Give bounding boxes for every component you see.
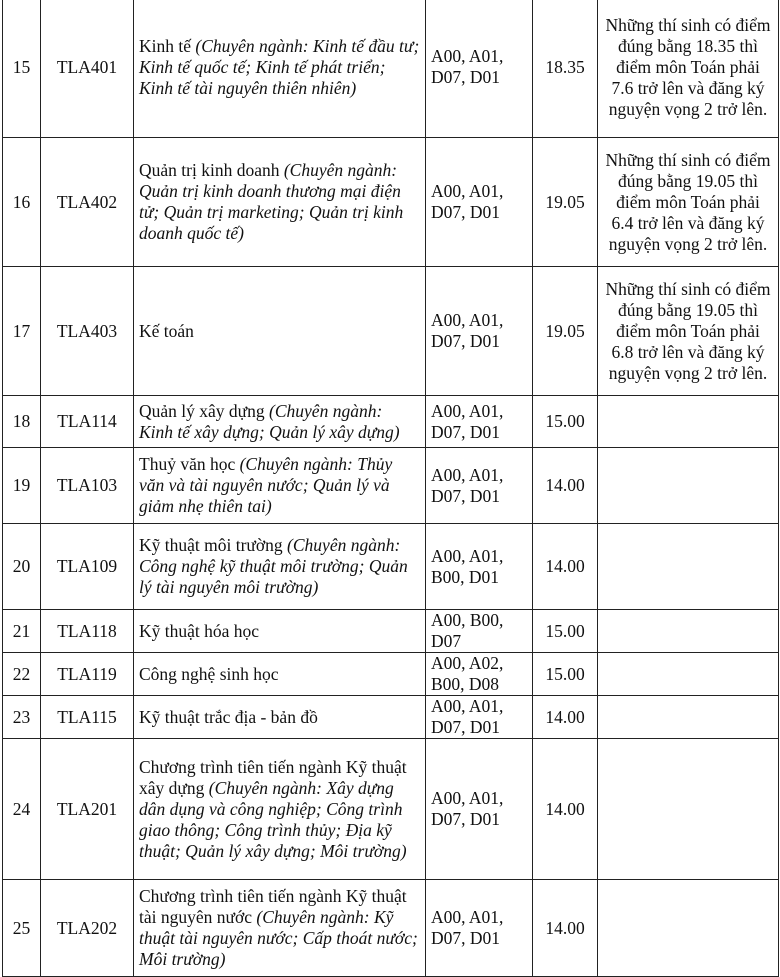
subject-combinations: A00, A01, D07, D01 xyxy=(426,396,533,448)
row-number: 22 xyxy=(3,653,41,696)
major-name: Kỹ thuật trắc địa - bản đồ xyxy=(139,706,318,727)
cutoff-score: 15.00 xyxy=(533,653,598,696)
table-row xyxy=(3,138,779,267)
table-row xyxy=(3,524,779,610)
major-name-cell xyxy=(134,696,426,739)
note: Những thí sinh có điểm đúng bằng 19.05 thì điểm môn Toán phải 6.8 trở lên và đăng ký nguyện vọng 2 trở lên. xyxy=(598,267,779,396)
table-row xyxy=(3,653,779,696)
row-number: 16 xyxy=(3,138,41,267)
major-name-cell xyxy=(134,138,426,267)
cutoff-score: 19.05 xyxy=(533,267,598,396)
subject-combinations: A00, A02, B00, D08 xyxy=(426,653,533,696)
row-number: 21 xyxy=(3,610,41,653)
major-name: Công nghệ sinh học xyxy=(139,663,279,684)
table-row xyxy=(3,739,779,880)
row-number: 23 xyxy=(3,696,41,739)
major-name-cell xyxy=(134,524,426,610)
major-name: Chương trình tiên tiến ngành Kỹ thuật xây dựng xyxy=(139,756,407,798)
subject-combinations: A00, A01, D07, D01 xyxy=(426,880,533,977)
major-name-cell xyxy=(134,610,426,653)
major-code: TLA401 xyxy=(41,0,134,138)
cutoff-score: 15.00 xyxy=(533,610,598,653)
major-code: TLA103 xyxy=(41,448,134,524)
subject-combinations: A00, A01, D07, D01 xyxy=(426,267,533,396)
major-name: Quản lý xây dựng xyxy=(139,400,270,421)
cutoff-score: 14.00 xyxy=(533,696,598,739)
table-row xyxy=(3,267,779,396)
major-specializations: (Chuyên ngành: Kinh tế đầu tư; Kinh tế quốc tế; Kinh tế phát triển; Kinh tế tài nguyên thiên nhiên) xyxy=(139,35,420,98)
table-body xyxy=(3,0,779,977)
major-specializations: (Chuyên ngành: Quản trị kinh doanh thương mại điện tử; Quản trị marketing; Quản trị kinh doanh quốc tế) xyxy=(139,160,404,243)
cutoff-score: 18.35 xyxy=(533,0,598,138)
major-name-cell xyxy=(134,448,426,524)
major-specializations: (Chuyên ngành: Kỹ thuật tài nguyên nước; Cấp thoát nước; Môi trường) xyxy=(139,907,418,969)
table-row xyxy=(3,0,779,138)
subject-combinations: A00, A01, D07, D01 xyxy=(426,696,533,739)
note xyxy=(598,739,779,880)
note xyxy=(598,653,779,696)
major-specializations: (Chuyên ngành: Thủy văn và tài nguyên nước; Quản lý và giảm nhẹ thiên tai) xyxy=(139,454,393,516)
major-code: TLA114 xyxy=(41,396,134,448)
table-row xyxy=(3,448,779,524)
major-code: TLA403 xyxy=(41,267,134,396)
subject-combinations: A00, B00, D07 xyxy=(426,610,533,653)
subject-combinations: A00, A01, D07, D01 xyxy=(426,739,533,880)
major-code: TLA402 xyxy=(41,138,134,267)
subject-combinations: A00, A01, D07, D01 xyxy=(426,0,533,138)
major-specializations: (Chuyên ngành: Xây dựng dân dụng và công nghiệp; Công trình giao thông; Công trình thủy; Địa kỹ thuật; Quản lý xây dựng; Môi trường) xyxy=(139,777,407,861)
cutoff-score: 14.00 xyxy=(533,739,598,880)
major-name: Chương trình tiên tiến ngành Kỹ thuật tài nguyên nước xyxy=(139,886,407,927)
major-name: Quản trị kinh doanh xyxy=(139,160,284,180)
note xyxy=(598,448,779,524)
subject-combinations: A00, A01, D07, D01 xyxy=(426,448,533,524)
table-row xyxy=(3,396,779,448)
note: Những thí sinh có điểm đúng bằng 19.05 thì điểm môn Toán phải 6.4 trở lên và đăng ký nguyện vọng 2 trở lên. xyxy=(598,138,779,267)
subject-combinations: A00, A01, B00, D01 xyxy=(426,524,533,610)
major-name: Kinh tế xyxy=(139,35,196,56)
cutoff-score: 14.00 xyxy=(533,524,598,610)
row-number: 24 xyxy=(3,739,41,880)
note xyxy=(598,696,779,739)
note xyxy=(598,610,779,653)
major-name-cell xyxy=(134,739,426,880)
note xyxy=(598,880,779,977)
subject-combinations: A00, A01, D07, D01 xyxy=(426,138,533,267)
major-code: TLA115 xyxy=(41,696,134,739)
table-row xyxy=(3,696,779,739)
major-specializations: (Chuyên ngành: Kinh tế xây dựng; Quản lý xây dựng) xyxy=(139,400,400,442)
major-name: Kế toán xyxy=(139,320,194,341)
row-number: 20 xyxy=(3,524,41,610)
row-number: 25 xyxy=(3,880,41,977)
major-name-cell xyxy=(134,396,426,448)
cutoff-score: 14.00 xyxy=(533,880,598,977)
major-code: TLA119 xyxy=(41,653,134,696)
row-number: 19 xyxy=(3,448,41,524)
note xyxy=(598,524,779,610)
cutoff-score: 19.05 xyxy=(533,138,598,267)
major-name-cell xyxy=(134,653,426,696)
cutoff-score: 14.00 xyxy=(533,448,598,524)
major-name-cell xyxy=(134,880,426,977)
major-name-cell xyxy=(134,267,426,396)
table-row xyxy=(3,610,779,653)
row-number: 18 xyxy=(3,396,41,448)
note xyxy=(598,396,779,448)
row-number: 17 xyxy=(3,267,41,396)
note: Những thí sinh có điểm đúng bằng 18.35 thì điểm môn Toán phải 7.6 trở lên và đăng ký nguyện vọng 2 trở lên. xyxy=(598,0,779,138)
major-code: TLA201 xyxy=(41,739,134,880)
major-code: TLA118 xyxy=(41,610,134,653)
table-row xyxy=(3,880,779,977)
major-code: TLA109 xyxy=(41,524,134,610)
cutoff-score: 15.00 xyxy=(533,396,598,448)
major-code: TLA202 xyxy=(41,880,134,977)
major-name: Thuỷ văn học xyxy=(139,454,240,474)
row-number: 15 xyxy=(3,0,41,138)
major-specializations: (Chuyên ngành: Công nghệ kỹ thuật môi trường; Quản lý tài nguyên môi trường) xyxy=(139,535,408,597)
major-name-cell xyxy=(134,0,426,138)
major-name: Kỹ thuật hóa học xyxy=(139,620,260,641)
major-name: Kỹ thuật môi trường xyxy=(139,535,288,555)
admission-score-table xyxy=(2,0,779,977)
